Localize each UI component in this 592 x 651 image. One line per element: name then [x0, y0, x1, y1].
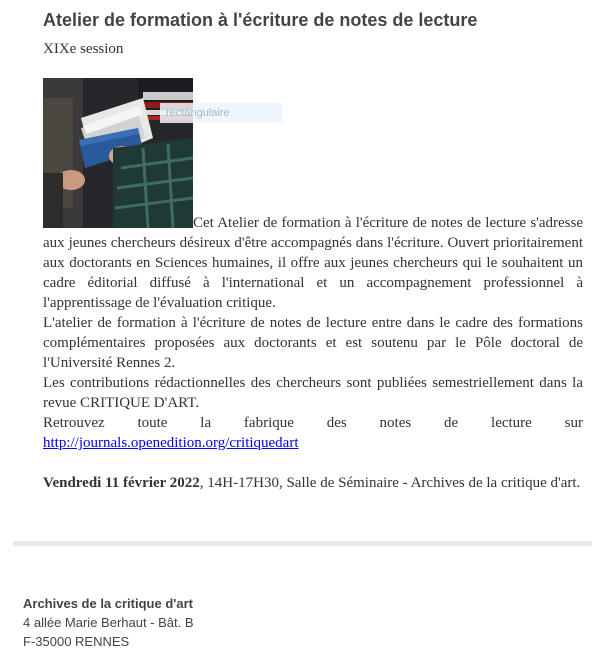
section-divider	[13, 541, 592, 546]
intro-paragraph: Cet Atelier de formation à l'écriture de notes de lecture s'adresse aux jeunes chercheurs désireux d'être accompagnés dans l'écriture. Ouvert prioritairement aux doctorants en Sciences humaines, il offre aux jeunes chercheurs qui le souhaitent un cadre éditorial diffusé à l'international et un accompagnement professionnel à l'apprentissage de l'évaluation critique.	[43, 215, 583, 311]
session-label: XIXe session	[43, 41, 124, 57]
page-title: Atelier de formation à l'écriture de notes de lecture	[43, 10, 478, 30]
image-alt-label: rectangulaire	[160, 103, 282, 123]
link-intro-text: Retrouvez toute la fabrique des notes de lecture sur	[43, 415, 583, 431]
journal-link[interactable]: http://journals.openedition.org/critiquedart	[43, 435, 299, 451]
photo-hands-with-books-image	[43, 78, 193, 228]
event-details: , 14H-17H30, Salle de Séminaire - Archives de la critique d'art.	[199, 475, 581, 491]
workshop-photo	[43, 78, 193, 228]
footer-org-name: Archives de la critique d'art	[23, 596, 193, 611]
footer-address-line1: 4 allée Marie Berhaut - Bât. B	[23, 615, 194, 630]
footer-address	[23, 594, 194, 651]
link-paragraph	[43, 413, 583, 453]
event-info	[43, 473, 583, 493]
event-date: Vendredi 11 février 2022	[43, 475, 200, 491]
article-body	[43, 213, 583, 493]
training-paragraph: L'atelier de formation à l'écriture de notes de lecture entre dans le cadre des formations complémentaires proposées aux doctorants et est soutenu par le Pôle doctoral de l'Université Rennes 2.	[43, 315, 583, 371]
publication-paragraph: Les contributions rédactionnelles des chercheurs sont publiées semestriellement dans la revue CRITIQUE D'ART.	[43, 375, 583, 411]
footer-address-line2: F-35000 RENNES	[23, 634, 130, 649]
